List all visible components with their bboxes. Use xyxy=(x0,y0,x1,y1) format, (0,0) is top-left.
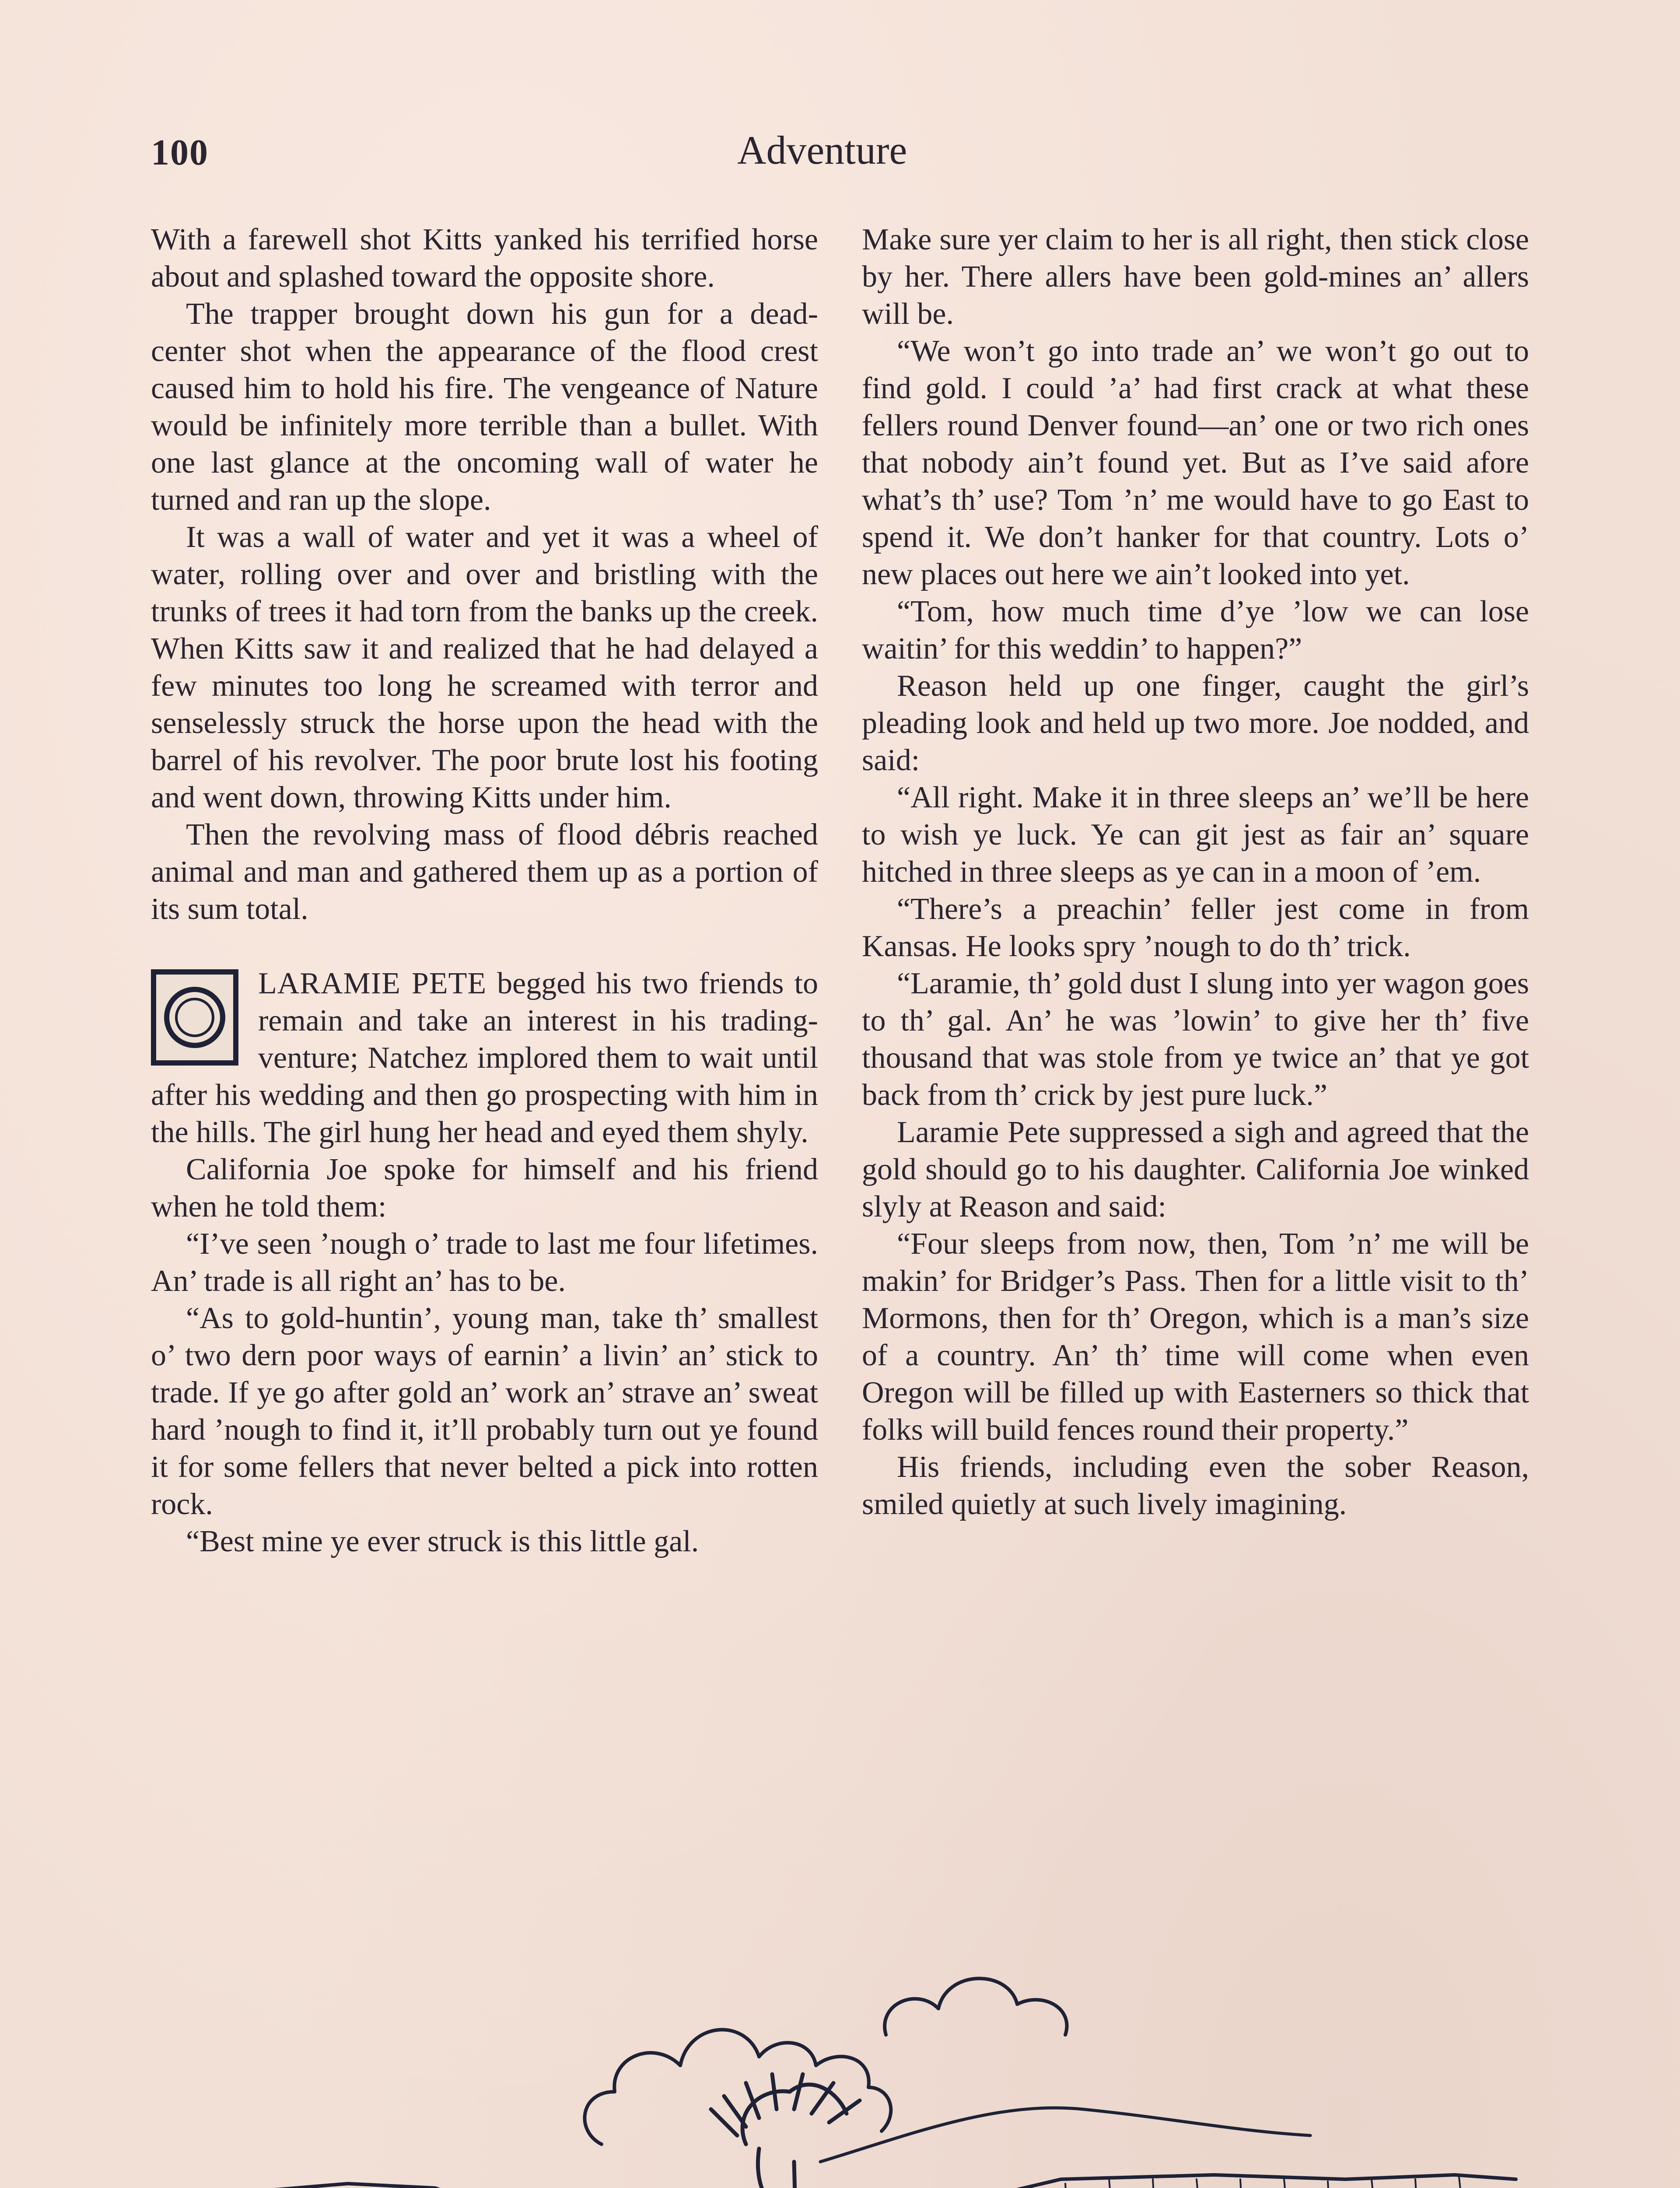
dropcap-paragraph xyxy=(151,965,818,1151)
cloud-illustration xyxy=(885,1978,1067,2035)
paragraph: “We won’t go into trade an’ we won’t go out to find gold. I could ’a’ had first crack at what these fellers round Denver found—an’ one or two rich ones that nobody ain’t found yet. But as I’ve said afore what’s th’ use? Tom ’n’ me would have to go East to spend it. We don’t hanker for that country. Lots o’ new places out here we ain’t looked into yet. xyxy=(862,334,1529,591)
paragraph: Reason held up one finger, caught the girl’s pleading look and held up two more. Joe nodded, and said: xyxy=(862,669,1529,777)
paragraph: “There’s a preachin’ feller jest come in from Kansas. He looks spry ’nough to do th’ trick. xyxy=(862,892,1529,963)
running-title: Adventure xyxy=(737,128,907,172)
paragraph: “Laramie, th’ gold dust I slung into yer wagon goes to th’ gal. An’ he was ’lowin’ to give her th’ five thousand that was stole from ye twice an’ that ye got back from th’ crick by jest pure luck.” xyxy=(862,967,1529,1112)
paragraph: With a farewell shot Kitts yanked his terrified horse about and splashed toward the opposite shore. xyxy=(151,223,818,294)
paragraph: “As to gold-huntin’, young man, take th’ smallest o’ two dern poor ways of earnin’ a livin’ an’ stick to trade. If ye go after gold an’ work an’ strave an’ sweat hard ’nough to find it, it’ll probably turn out ye found it for some fellers that never belted a pick into rotten rock. xyxy=(151,1301,818,1521)
paragraph: “Tom, how much time d’ye ’low we can lose waitin’ for this weddin’ to happen?” xyxy=(862,595,1529,666)
cloud-illustration xyxy=(584,2030,891,2144)
page-number: 100 xyxy=(151,132,209,173)
paragraph: “All right. Make it in three sleeps an’ we’ll be here to wish ye luck. Ye can git jest as fair an’ square hitched in three sleeps as ye can in a moon of ’em. xyxy=(862,781,1529,889)
paragraph: Then the revolving mass of flood débris reached animal and man and gathered them up as a portion of its sum total. xyxy=(151,818,818,926)
paragraph: It was a wall of water and yet it was a wheel of water, rolling over and over and bristling with the trunks of trees it had torn from the banks up the creek. When Kitts saw it and realized that he had delayed a few minutes too long he screamed with terror and senselessly struck the horse upon the head with the barrel of his revolver. The poor brute lost his footing and went down, throwing Kitts under him. xyxy=(151,520,818,814)
paragraph: Make sure yer claim to her is all right, then stick close by her. There allers have been gold-mines an’ allers will be. xyxy=(862,223,1529,331)
ornamental-initial-icon xyxy=(151,969,241,1068)
paragraph: “Best mine ye ever struck is this little gal. xyxy=(186,1525,699,1558)
right-column xyxy=(862,221,1529,1523)
paragraph: His friends, including even the sober Reason, smiled quietly at such lively imagining. xyxy=(862,1450,1529,1521)
mesa-illustration xyxy=(173,2184,470,2188)
western-scene-illustration xyxy=(164,1829,1525,2188)
lead-in-smallcaps: LARAMIE PETE xyxy=(258,967,487,1000)
mountain-illustration xyxy=(820,2108,1310,2162)
paragraph-text: begged his two friends to remain and take an interest in his trading-venture; Natchez implored them to wait until after his wedding and then go prospecting with him in the hills. The girl hung her head and eyed them shyly. xyxy=(151,967,819,1149)
paragraph: “Four sleeps from now, then, Tom ’n’ me will be makin’ for Bridger’s Pass. Then for a little visit to th’ Mormons, then for th’ Oregon, which is a man’s size of a country. An’ th’ time will come when even Oregon will be filled up with Easterners so thick that folks will build fences round their property.” xyxy=(862,1227,1529,1447)
paragraph: Laramie Pete suppressed a sigh and agreed that the gold should go to his daughter. California Joe winked slyly at Reason and said: xyxy=(862,1115,1529,1224)
left-column xyxy=(151,221,818,1560)
paragraph: “I’ve seen ’nough o’ trade to last me four lifetimes. An’ trade is all right an’ has to be. xyxy=(151,1227,818,1298)
paragraph: California Joe spoke for himself and his friend when he told them: xyxy=(151,1153,818,1224)
section-break xyxy=(151,928,818,965)
page-header xyxy=(151,127,1533,184)
paragraph: The trapper brought down his gun for a dead-center shot when the appearance of the flood crest caused him to hold his fire. The vengeance of Nature would be infinitely more terrible than a bullet. With one last glance at the oncoming wall of water he turned and ran up the slope. xyxy=(151,297,818,517)
